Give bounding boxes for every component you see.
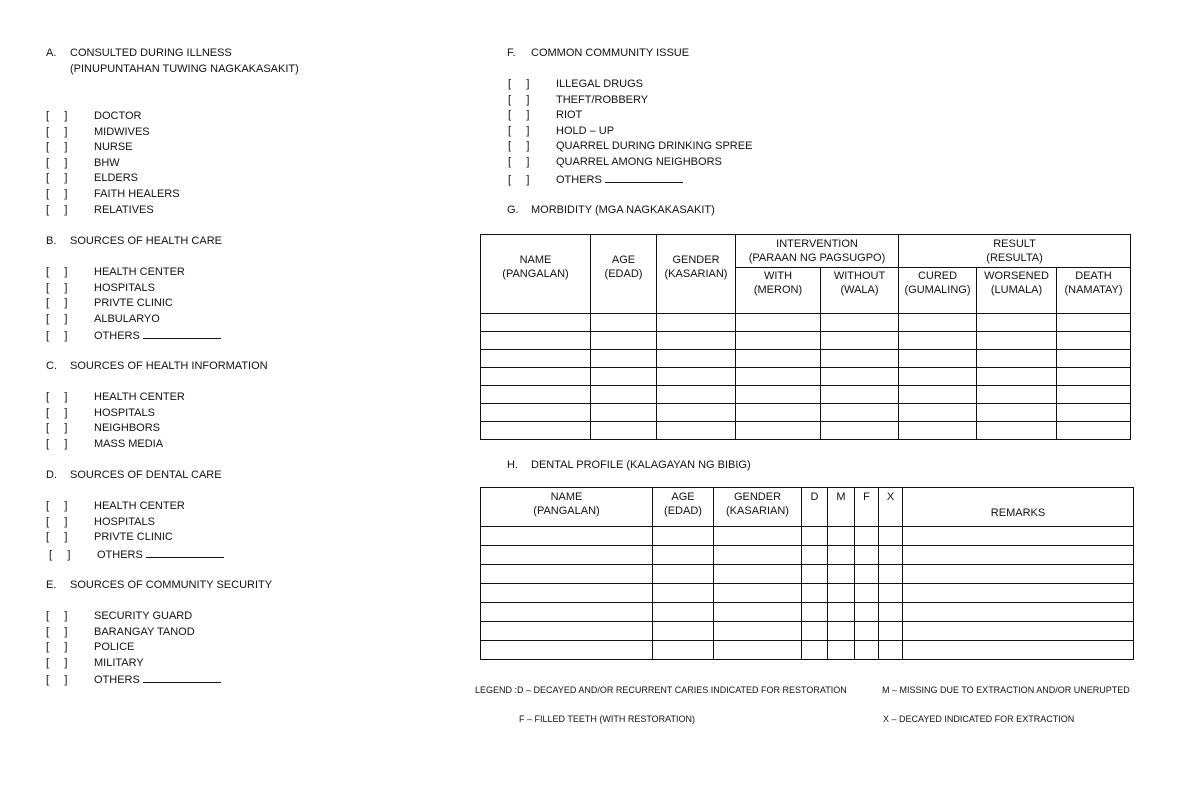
dental-row bbox=[481, 584, 1134, 603]
checkbox[interactable]: [ ] bbox=[508, 93, 530, 106]
checkbox[interactable]: [ ] bbox=[49, 548, 71, 561]
option-label: PRIVTE CLINIC bbox=[94, 297, 173, 310]
others-blank-line[interactable] bbox=[143, 672, 221, 683]
morbidity-header-cured: CURED (GUMALING) bbox=[899, 268, 977, 314]
table-cell[interactable] bbox=[828, 565, 855, 584]
table-cell[interactable] bbox=[977, 422, 1057, 440]
section-a-option[interactable] bbox=[46, 141, 133, 153]
option-label: RELATIVES bbox=[94, 203, 154, 216]
table-cell[interactable] bbox=[821, 422, 899, 440]
table-cell[interactable] bbox=[714, 641, 802, 660]
section-c-option[interactable] bbox=[46, 407, 155, 419]
table-cell[interactable] bbox=[481, 350, 591, 368]
table-cell[interactable] bbox=[591, 386, 657, 404]
others-blank-line[interactable] bbox=[143, 328, 221, 339]
table-cell[interactable] bbox=[481, 603, 653, 622]
dental-header-remarks: REMARKS bbox=[903, 488, 1134, 527]
table-cell[interactable] bbox=[899, 350, 977, 368]
table-cell[interactable] bbox=[1057, 368, 1131, 386]
table-cell[interactable] bbox=[1057, 404, 1131, 422]
table-cell[interactable] bbox=[481, 565, 653, 584]
table-cell[interactable] bbox=[821, 350, 899, 368]
table-cell[interactable] bbox=[481, 332, 591, 350]
table-cell[interactable] bbox=[903, 565, 1134, 584]
table-cell[interactable] bbox=[653, 565, 714, 584]
table-cell[interactable] bbox=[879, 622, 903, 641]
morbidity-header-with: WITH (MERON) bbox=[736, 268, 821, 314]
section-f-option[interactable] bbox=[508, 78, 643, 90]
table-cell[interactable] bbox=[657, 404, 736, 422]
table-cell[interactable] bbox=[714, 546, 802, 565]
table-cell[interactable] bbox=[879, 584, 903, 603]
section-e-option[interactable] bbox=[46, 610, 192, 622]
table-cell[interactable] bbox=[653, 527, 714, 546]
section-a-option[interactable] bbox=[46, 157, 120, 169]
option-label: HOSPITALS bbox=[94, 281, 155, 294]
section-e-option[interactable] bbox=[46, 641, 134, 653]
table-cell[interactable] bbox=[821, 314, 899, 332]
option-label: DOCTOR bbox=[94, 110, 142, 122]
table-cell[interactable] bbox=[481, 527, 653, 546]
checkbox[interactable]: [ ] bbox=[508, 173, 530, 186]
others-blank-line[interactable] bbox=[605, 172, 683, 183]
table-cell[interactable] bbox=[828, 546, 855, 565]
morbidity-header-intervention: INTERVENTION (PARAAN NG PAGSUGPO) bbox=[736, 235, 899, 268]
section-f-option[interactable] bbox=[508, 94, 648, 106]
table-cell[interactable] bbox=[977, 350, 1057, 368]
section-a-subtitle: (PINUPUNTAHAN TUWING NAGKAKASAKIT) bbox=[70, 63, 299, 75]
dental-header-name: NAME (PANGALAN) bbox=[481, 488, 653, 527]
section-d-option[interactable] bbox=[46, 500, 185, 512]
checkbox[interactable]: [ ] bbox=[46, 500, 68, 512]
checkbox[interactable]: [ ] bbox=[46, 641, 68, 654]
table-cell[interactable] bbox=[855, 622, 879, 641]
table-cell[interactable] bbox=[481, 404, 591, 422]
morbidity-row bbox=[481, 314, 1131, 332]
dental-table bbox=[480, 487, 1134, 660]
option-label: RIOT bbox=[556, 109, 583, 122]
table-cell[interactable] bbox=[714, 622, 802, 641]
option-label: OTHERS bbox=[94, 330, 140, 343]
checkbox[interactable]: [ ] bbox=[46, 406, 68, 419]
table-cell[interactable] bbox=[855, 641, 879, 660]
table-cell[interactable] bbox=[1057, 350, 1131, 368]
legend-m: M – MISSING DUE TO EXTRACTION AND/OR UNERUPTED bbox=[882, 685, 1130, 695]
morbidity-row bbox=[481, 350, 1131, 368]
others-blank-line[interactable] bbox=[146, 547, 224, 558]
section-b-option[interactable] bbox=[46, 313, 160, 325]
legend-label: LEGEND : bbox=[475, 685, 518, 695]
table-cell[interactable] bbox=[653, 546, 714, 565]
option-label: PRIVTE CLINIC bbox=[94, 531, 173, 544]
option-label: SECURITY GUARD bbox=[94, 610, 193, 622]
table-cell[interactable] bbox=[899, 422, 977, 440]
section-h-title: H. DENTAL PROFILE (KALAGAYAN NG BIBIG) bbox=[507, 459, 751, 471]
table-cell[interactable] bbox=[821, 404, 899, 422]
checkbox[interactable]: [ ] bbox=[46, 125, 68, 138]
table-cell[interactable] bbox=[828, 584, 855, 603]
checkbox[interactable]: [ ] bbox=[46, 141, 68, 154]
section-f-option[interactable] bbox=[508, 125, 614, 137]
table-cell[interactable] bbox=[828, 603, 855, 622]
table-cell[interactable] bbox=[855, 565, 879, 584]
table-cell[interactable] bbox=[899, 332, 977, 350]
section-a-option[interactable] bbox=[46, 110, 141, 122]
table-cell[interactable] bbox=[481, 584, 653, 603]
checkbox[interactable]: [ ] bbox=[508, 109, 530, 122]
option-label: FAITH HEALERS bbox=[94, 188, 180, 200]
section-d-title: D. SOURCES OF DENTAL CARE bbox=[46, 469, 222, 481]
morbidity-header-gender: GENDER (KASARIAN) bbox=[657, 235, 736, 314]
table-cell[interactable] bbox=[591, 350, 657, 368]
checkbox[interactable]: [ ] bbox=[46, 266, 68, 278]
checkbox[interactable]: [ ] bbox=[46, 610, 68, 622]
morbidity-row bbox=[481, 332, 1131, 350]
table-cell[interactable] bbox=[903, 603, 1134, 622]
table-cell[interactable] bbox=[657, 422, 736, 440]
table-cell[interactable] bbox=[977, 332, 1057, 350]
morbidity-row bbox=[481, 422, 1131, 440]
table-cell[interactable] bbox=[855, 527, 879, 546]
section-a-option[interactable] bbox=[46, 126, 150, 138]
table-cell[interactable] bbox=[977, 314, 1057, 332]
option-label: MASS MEDIA bbox=[94, 437, 164, 450]
table-cell[interactable] bbox=[653, 603, 714, 622]
table-cell[interactable] bbox=[903, 641, 1134, 660]
checkbox[interactable]: [ ] bbox=[46, 674, 68, 687]
table-cell[interactable] bbox=[657, 314, 736, 332]
table-cell[interactable] bbox=[903, 527, 1134, 546]
section-b-option[interactable] bbox=[46, 297, 173, 309]
legend-x: X – DECAYED INDICATED FOR EXTRACTION bbox=[883, 714, 1075, 724]
table-cell[interactable] bbox=[802, 622, 828, 641]
table-cell[interactable] bbox=[821, 368, 899, 386]
section-d-option[interactable] bbox=[46, 531, 173, 543]
table-cell[interactable] bbox=[736, 422, 821, 440]
table-cell[interactable] bbox=[899, 314, 977, 332]
option-label: ALBULARYO bbox=[94, 312, 160, 325]
section-g-title: G. MORBIDITY (MGA NAGKAKASAKIT) bbox=[507, 204, 715, 216]
option-label: HOSPITALS bbox=[94, 406, 155, 419]
checkbox[interactable]: [ ] bbox=[46, 422, 68, 435]
morbidity-row bbox=[481, 368, 1131, 386]
table-cell[interactable] bbox=[1057, 332, 1131, 350]
section-f-title: F. COMMON COMMUNITY ISSUE bbox=[507, 47, 690, 59]
checkbox[interactable]: [ ] bbox=[46, 330, 68, 343]
checkbox[interactable]: [ ] bbox=[46, 156, 68, 169]
checkbox[interactable]: [ ] bbox=[46, 391, 68, 403]
legend-f: F – FILLED TEETH (WITH RESTORATION) bbox=[519, 714, 696, 724]
checkbox[interactable]: [ ] bbox=[46, 437, 68, 450]
dental-row bbox=[481, 622, 1134, 641]
checkbox[interactable]: [ ] bbox=[46, 656, 68, 669]
table-cell[interactable] bbox=[828, 622, 855, 641]
dental-header-f: F bbox=[855, 488, 879, 527]
checkbox[interactable]: [ ] bbox=[46, 312, 68, 325]
table-cell[interactable] bbox=[899, 368, 977, 386]
option-label: HOLD – UP bbox=[556, 124, 615, 137]
table-cell[interactable] bbox=[591, 422, 657, 440]
morbidity-table bbox=[480, 234, 1131, 440]
table-cell[interactable] bbox=[977, 404, 1057, 422]
section-b-title: B. SOURCES OF HEALTH CARE bbox=[46, 235, 222, 247]
checkbox[interactable]: [ ] bbox=[46, 515, 68, 528]
table-cell[interactable] bbox=[481, 422, 591, 440]
section-c-title: C. SOURCES OF HEALTH INFORMATION bbox=[46, 360, 268, 372]
option-label: QUARREL AMONG NEIGHBORS bbox=[556, 156, 722, 168]
table-cell[interactable] bbox=[828, 527, 855, 546]
table-cell[interactable] bbox=[855, 603, 879, 622]
section-f-option[interactable] bbox=[508, 140, 752, 152]
checkbox[interactable]: [ ] bbox=[508, 124, 530, 137]
table-cell[interactable] bbox=[481, 546, 653, 565]
option-label: ELDERS bbox=[94, 172, 139, 185]
table-cell[interactable] bbox=[481, 386, 591, 404]
section-c-option[interactable] bbox=[46, 422, 160, 434]
table-cell[interactable] bbox=[714, 527, 802, 546]
table-cell[interactable] bbox=[591, 368, 657, 386]
table-cell[interactable] bbox=[855, 546, 879, 565]
morbidity-row bbox=[481, 386, 1131, 404]
table-cell[interactable] bbox=[591, 332, 657, 350]
dental-header-gender: GENDER (KASARIAN) bbox=[714, 488, 802, 527]
table-cell[interactable] bbox=[481, 622, 653, 641]
dental-header-d: D bbox=[802, 488, 828, 527]
morbidity-header-age: AGE (EDAD) bbox=[591, 235, 657, 314]
section-c-option[interactable] bbox=[46, 391, 185, 403]
table-cell[interactable] bbox=[1057, 422, 1131, 440]
checkbox[interactable]: [ ] bbox=[46, 297, 68, 310]
table-cell[interactable] bbox=[1057, 314, 1131, 332]
table-cell[interactable] bbox=[481, 314, 591, 332]
section-a-option[interactable] bbox=[46, 188, 180, 200]
morbidity-header-without: WITHOUT (WALA) bbox=[821, 268, 899, 314]
table-cell[interactable] bbox=[879, 603, 903, 622]
table-cell[interactable] bbox=[879, 546, 903, 565]
table-cell[interactable] bbox=[879, 641, 903, 660]
table-cell[interactable] bbox=[736, 404, 821, 422]
checkbox[interactable]: [ ] bbox=[46, 203, 68, 216]
table-cell[interactable] bbox=[977, 386, 1057, 404]
table-cell[interactable] bbox=[821, 332, 899, 350]
section-f-option[interactable] bbox=[508, 172, 683, 186]
dental-row bbox=[481, 565, 1134, 584]
table-cell[interactable] bbox=[802, 603, 828, 622]
table-cell[interactable] bbox=[828, 641, 855, 660]
table-cell[interactable] bbox=[657, 350, 736, 368]
table-cell[interactable] bbox=[802, 546, 828, 565]
option-label: OTHERS bbox=[97, 548, 143, 561]
section-d-option[interactable] bbox=[49, 547, 224, 561]
option-label: MIDWIVES bbox=[94, 125, 150, 138]
dental-header-age: AGE (EDAD) bbox=[653, 488, 714, 527]
table-cell[interactable] bbox=[1057, 386, 1131, 404]
table-cell[interactable] bbox=[899, 386, 977, 404]
table-cell[interactable] bbox=[899, 404, 977, 422]
checkbox[interactable]: [ ] bbox=[46, 188, 68, 200]
section-d-option[interactable] bbox=[46, 516, 155, 528]
option-label: NEIGHBORS bbox=[94, 422, 161, 435]
option-label: BARANGAY TANOD bbox=[94, 625, 195, 638]
table-cell[interactable] bbox=[903, 546, 1134, 565]
table-cell[interactable] bbox=[653, 584, 714, 603]
table-cell[interactable] bbox=[736, 368, 821, 386]
table-cell[interactable] bbox=[802, 641, 828, 660]
table-cell[interactable] bbox=[802, 565, 828, 584]
section-e-option[interactable] bbox=[46, 657, 144, 669]
checkbox[interactable]: [ ] bbox=[46, 110, 68, 122]
section-a-option[interactable] bbox=[46, 172, 138, 184]
checkbox[interactable]: [ ] bbox=[46, 625, 68, 638]
dental-row bbox=[481, 527, 1134, 546]
section-a-title: A. CONSULTED DURING ILLNESS bbox=[46, 47, 232, 59]
table-cell[interactable] bbox=[977, 368, 1057, 386]
option-label: OTHERS bbox=[94, 674, 140, 687]
section-e-title: E. SOURCES OF COMMUNITY SECURITY bbox=[46, 579, 273, 591]
table-cell[interactable] bbox=[591, 314, 657, 332]
morbidity-header-death: DEATH (NAMATAY) bbox=[1057, 268, 1131, 314]
option-label: POLICE bbox=[94, 641, 135, 654]
option-label: HEALTH CENTER bbox=[94, 500, 185, 512]
table-cell[interactable] bbox=[802, 584, 828, 603]
legend-d: D – DECAYED AND/OR RECURRENT CARIES INDICATED FOR RESTORATION bbox=[517, 685, 847, 695]
section-b-option[interactable] bbox=[46, 266, 185, 278]
option-label: HEALTH CENTER bbox=[94, 391, 185, 403]
table-cell[interactable] bbox=[714, 565, 802, 584]
table-cell[interactable] bbox=[736, 386, 821, 404]
checkbox[interactable]: [ ] bbox=[46, 531, 68, 544]
option-label: ILLEGAL DRUGS bbox=[556, 78, 644, 90]
table-cell[interactable] bbox=[736, 350, 821, 368]
table-cell[interactable] bbox=[855, 584, 879, 603]
section-b-option[interactable] bbox=[46, 328, 221, 342]
table-cell[interactable] bbox=[802, 527, 828, 546]
option-label: QUARREL DURING DRINKING SPREE bbox=[556, 140, 753, 153]
checkbox[interactable]: [ ] bbox=[508, 156, 530, 168]
section-f-option[interactable] bbox=[508, 109, 582, 121]
option-label: NURSE bbox=[94, 141, 133, 154]
morbidity-header-name: NAME (PANGALAN) bbox=[481, 235, 591, 314]
table-cell[interactable] bbox=[591, 404, 657, 422]
section-b-option[interactable] bbox=[46, 282, 155, 294]
option-label: HOSPITALS bbox=[94, 515, 155, 528]
option-label: THEFT/ROBBERY bbox=[556, 93, 649, 106]
morbidity-header-worsened: WORSENED (LUMALA) bbox=[977, 268, 1057, 314]
section-f-option[interactable] bbox=[508, 156, 722, 168]
table-cell[interactable] bbox=[903, 622, 1134, 641]
dental-header-x: X bbox=[879, 488, 903, 527]
table-cell[interactable] bbox=[653, 641, 714, 660]
section-e-option[interactable] bbox=[46, 672, 221, 686]
checkbox[interactable]: [ ] bbox=[46, 172, 68, 185]
option-label: OTHERS bbox=[556, 173, 602, 186]
checkbox[interactable]: [ ] bbox=[508, 78, 530, 90]
checkbox[interactable]: [ ] bbox=[508, 140, 530, 153]
section-e-option[interactable] bbox=[46, 626, 195, 638]
morbidity-row bbox=[481, 404, 1131, 422]
table-cell[interactable] bbox=[903, 584, 1134, 603]
morbidity-header-result: RESULT (RESULTA) bbox=[899, 235, 1131, 268]
dental-row bbox=[481, 546, 1134, 565]
table-cell[interactable] bbox=[714, 584, 802, 603]
table-cell[interactable] bbox=[657, 332, 736, 350]
checkbox[interactable]: [ ] bbox=[46, 281, 68, 294]
table-cell[interactable] bbox=[657, 368, 736, 386]
option-label: BHW bbox=[94, 156, 120, 169]
option-label: MILITARY bbox=[94, 656, 144, 669]
table-cell[interactable] bbox=[736, 314, 821, 332]
table-cell[interactable] bbox=[821, 386, 899, 404]
table-cell[interactable] bbox=[714, 603, 802, 622]
dental-row bbox=[481, 603, 1134, 622]
table-cell[interactable] bbox=[481, 641, 653, 660]
table-cell[interactable] bbox=[653, 622, 714, 641]
section-c-option[interactable] bbox=[46, 438, 163, 450]
table-cell[interactable] bbox=[736, 332, 821, 350]
section-a-option[interactable] bbox=[46, 204, 154, 216]
dental-header-m: M bbox=[828, 488, 855, 527]
dental-row bbox=[481, 641, 1134, 660]
table-cell[interactable] bbox=[879, 527, 903, 546]
table-cell[interactable] bbox=[657, 386, 736, 404]
table-cell[interactable] bbox=[879, 565, 903, 584]
option-label: HEALTH CENTER bbox=[94, 266, 185, 278]
table-cell[interactable] bbox=[481, 368, 591, 386]
